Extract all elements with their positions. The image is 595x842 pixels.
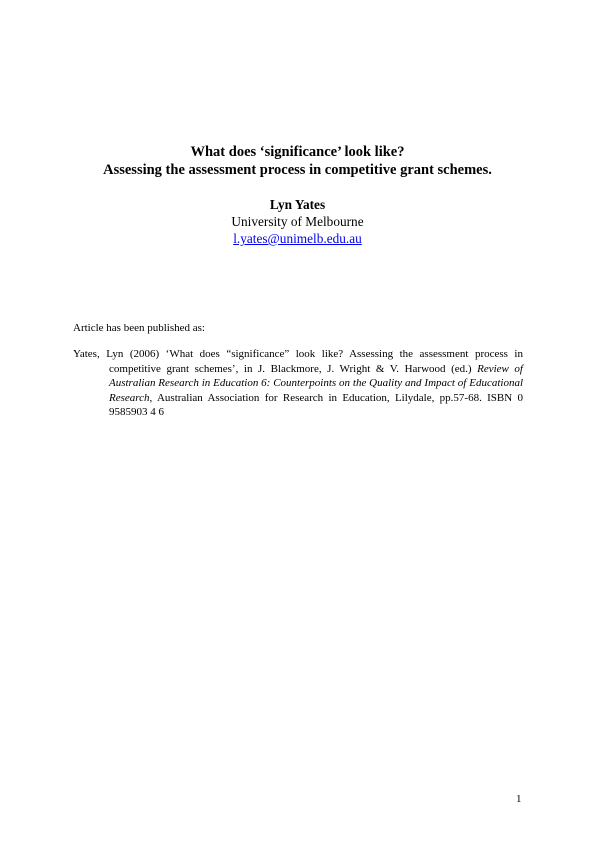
author-affiliation: University of Melbourne xyxy=(231,214,364,229)
citation-paragraph xyxy=(73,347,523,420)
title-line-1: What does ‘significance’ look like? xyxy=(190,144,405,160)
citation-text-end: , Australian Association for Research in Education, Lilydale, pp.57-68. ISBN 0 9585903 4 6 xyxy=(109,391,523,419)
citation-book-title: Review of Australian Research in Education 6: Counterpoints on the Quality and Impact of Educational Research xyxy=(109,362,523,404)
citation-text-start: Yates, Lyn (2006) ‘What does “significance” look like? Assessing the assessment process in competitive grant schemes’, in J. Blackmore, J. Wright & V. Harwood (ed.) xyxy=(73,348,523,375)
author-email-link[interactable]: l.yates@unimelb.edu.au xyxy=(233,231,362,246)
publication-label: Article has been published as: xyxy=(73,322,205,334)
title-line-2: Assessing the assessment process in competitive grant schemes. xyxy=(103,162,492,178)
author-block xyxy=(0,196,595,247)
paper-title xyxy=(0,143,595,179)
page-number: 1 xyxy=(516,793,522,805)
author-name: Lyn Yates xyxy=(269,197,326,212)
